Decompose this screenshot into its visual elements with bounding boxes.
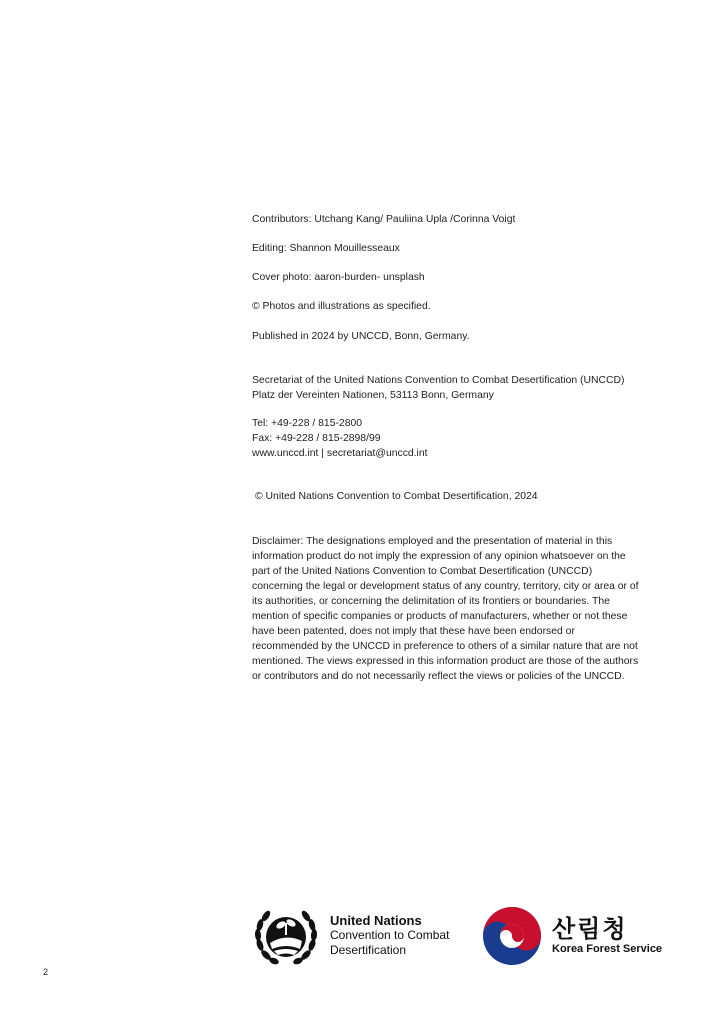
secretariat-street: Platz der Vereinten Nationen, 53113 Bonn, Germany bbox=[252, 390, 494, 401]
unccd-wordmark-line2: Convention to Combat bbox=[330, 928, 450, 942]
page-number: 2 bbox=[43, 967, 49, 977]
editing-line: Editing: Shannon Mouillesseaux bbox=[252, 243, 400, 254]
tel-line: Tel: +49-228 / 815-2800 bbox=[252, 418, 363, 429]
cover-photo-line: Cover photo: aaron-burden- unsplash bbox=[252, 272, 425, 283]
secretariat-address bbox=[252, 373, 625, 403]
copyright-line: © United Nations Convention to Combat Desertification, 2024 bbox=[255, 491, 538, 502]
taegeuk-icon bbox=[481, 905, 543, 967]
fax-line: Fax: +49-228 / 815-2898/99 bbox=[252, 433, 381, 444]
contact-info bbox=[252, 416, 428, 461]
contributors-line: Contributors: Utchang Kang/ Pauliina Upla /Corinna Voigt bbox=[252, 214, 516, 225]
kfs-english-name: Korea Forest Service bbox=[552, 943, 663, 955]
published-line: Published in 2024 by UNCCD, Bonn, Germany. bbox=[252, 331, 470, 342]
partner-logos bbox=[252, 903, 672, 973]
web-email-line[interactable]: www.unccd.int | secretariat@unccd.int bbox=[252, 448, 428, 459]
secretariat-name: Secretariat of the United Nations Convention to Combat Desertification (UNCCD) bbox=[252, 375, 625, 386]
unccd-wordmark bbox=[330, 913, 449, 958]
kfs-korean-name: 산림청 bbox=[552, 915, 628, 943]
photos-credit-line: © Photos and illustrations as specified. bbox=[252, 301, 431, 312]
unccd-wordmark-line1: United Nations bbox=[330, 913, 422, 928]
disclaimer-paragraph: Disclaimer: The designations employed and the presentation of material in this information product do not imply the expression of any opinion whatsoever on the part of the United Nations Convention to Combat Desertification (UNCCD) concerning the legal or development status of any country, territory, city or area or of its authorities, or concerning the delimitation of its frontiers or boundaries. The mention of specific companies or products of manufacturers, whether or not these have been patented, does not imply that these have been endorsed or recommended by the UNCCD in preference to others of a similar nature that are not mentioned. The views expressed in this information product are those of the authors or contributors and do not necessarily reflect the views or policies of the UNCCD. bbox=[252, 536, 639, 682]
unccd-wordmark-line3: Desertification bbox=[330, 943, 407, 957]
unccd-emblem-icon bbox=[252, 905, 320, 969]
